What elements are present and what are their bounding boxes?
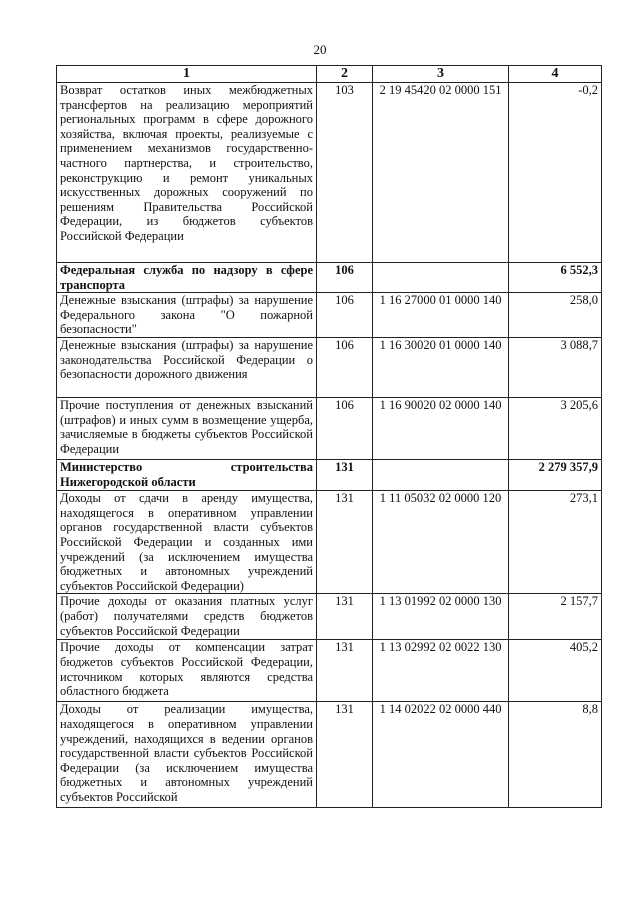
row-name: Денежные взыскания (штрафы) за нарушение законодательства Российской Федерации о безопасности дорожного движения (57, 338, 317, 398)
table-row (57, 293, 602, 338)
row-kbk (373, 460, 509, 491)
table-row (57, 491, 602, 594)
table-row (57, 702, 602, 808)
table-row (57, 640, 602, 702)
row-code: 131 (317, 460, 373, 491)
row-name: Доходы от сдачи в аренду имущества, находящегося в оперативном управлении органов государственной власти субъектов Российской Федерации и созданных ими учреждений (за исключением имущества бюджетных и автономных учреждений субъектов Российской Федерации) (57, 491, 317, 594)
row-amount: 273,1 (509, 491, 602, 594)
row-code: 106 (317, 338, 373, 398)
row-kbk: 1 13 02992 02 0022 130 (373, 640, 509, 702)
table-row (57, 83, 602, 263)
table-row (57, 460, 602, 491)
row-code: 131 (317, 640, 373, 702)
row-kbk: 1 11 05032 02 0000 120 (373, 491, 509, 594)
row-name: Возврат остатков иных межбюджетных трансфертов на реализацию мероприятий региональных программ в сфере дорожного хозяйства, включая проекты, реализуемые с применением механизмов государственно-частного партнерства, и строительство, реконструкцию и ремонт уникальных искусственных дорожных сооружений по решениям Правительства Российской Федерации, из бюджетов субъектов Российской Федерации (57, 83, 317, 263)
row-amount: 3 088,7 (509, 338, 602, 398)
row-name: Доходы от реализации имущества, находящегося в оперативном управлении учреждений, находящихся в ведении органов государственной власти субъектов Российской Федерации (за исключением имущества бюджетных и автономных учреждений субъектов Российской (57, 702, 317, 808)
table-header-row (57, 66, 602, 83)
table-row (57, 338, 602, 398)
row-kbk (373, 263, 509, 293)
row-amount: 2 157,7 (509, 594, 602, 640)
row-name: Прочие доходы от компенсации затрат бюджетов субъектов Российской Федерации, источником которых являются средства областного бюджета (57, 640, 317, 702)
row-name: Прочие поступления от денежных взысканий (штрафов) и иных сумм в возмещение ущерба, зачисляемые в бюджеты субъектов Российской Федерации (57, 398, 317, 460)
row-name: Федеральная служба по надзору в сфере транспорта (57, 263, 317, 293)
table-row (57, 263, 602, 293)
row-kbk: 1 13 01992 02 0000 130 (373, 594, 509, 640)
page-number: 20 (313, 42, 327, 57)
row-amount: -0,2 (509, 83, 602, 263)
table-row (57, 398, 602, 460)
row-name: Денежные взыскания (штрафы) за нарушение Федерального закона "О пожарной безопасности" (57, 293, 317, 338)
row-kbk: 2 19 45420 02 0000 151 (373, 83, 509, 263)
row-kbk: 1 16 30020 01 0000 140 (373, 338, 509, 398)
row-amount: 2 279 357,9 (509, 460, 602, 491)
column-header: 1 (57, 66, 317, 83)
row-amount: 258,0 (509, 293, 602, 338)
row-code: 131 (317, 594, 373, 640)
row-code: 106 (317, 398, 373, 460)
row-code: 131 (317, 702, 373, 808)
row-amount: 6 552,3 (509, 263, 602, 293)
row-code: 131 (317, 491, 373, 594)
row-kbk: 1 16 27000 01 0000 140 (373, 293, 509, 338)
row-name: Прочие доходы от оказания платных услуг (работ) получателями средств бюджетов субъектов Российской Федерации (57, 594, 317, 640)
row-amount: 405,2 (509, 640, 602, 702)
row-amount: 3 205,6 (509, 398, 602, 460)
row-kbk: 1 14 02022 02 0000 440 (373, 702, 509, 808)
row-code: 106 (317, 293, 373, 338)
row-name: Министерство строительства Нижегородской области (57, 460, 317, 491)
column-header: 4 (509, 66, 602, 83)
table-row (57, 594, 602, 640)
row-code: 103 (317, 83, 373, 263)
column-header: 3 (373, 66, 509, 83)
row-kbk: 1 16 90020 02 0000 140 (373, 398, 509, 460)
row-amount: 8,8 (509, 702, 602, 808)
revenue-table (56, 65, 602, 808)
row-code: 106 (317, 263, 373, 293)
column-header: 2 (317, 66, 373, 83)
